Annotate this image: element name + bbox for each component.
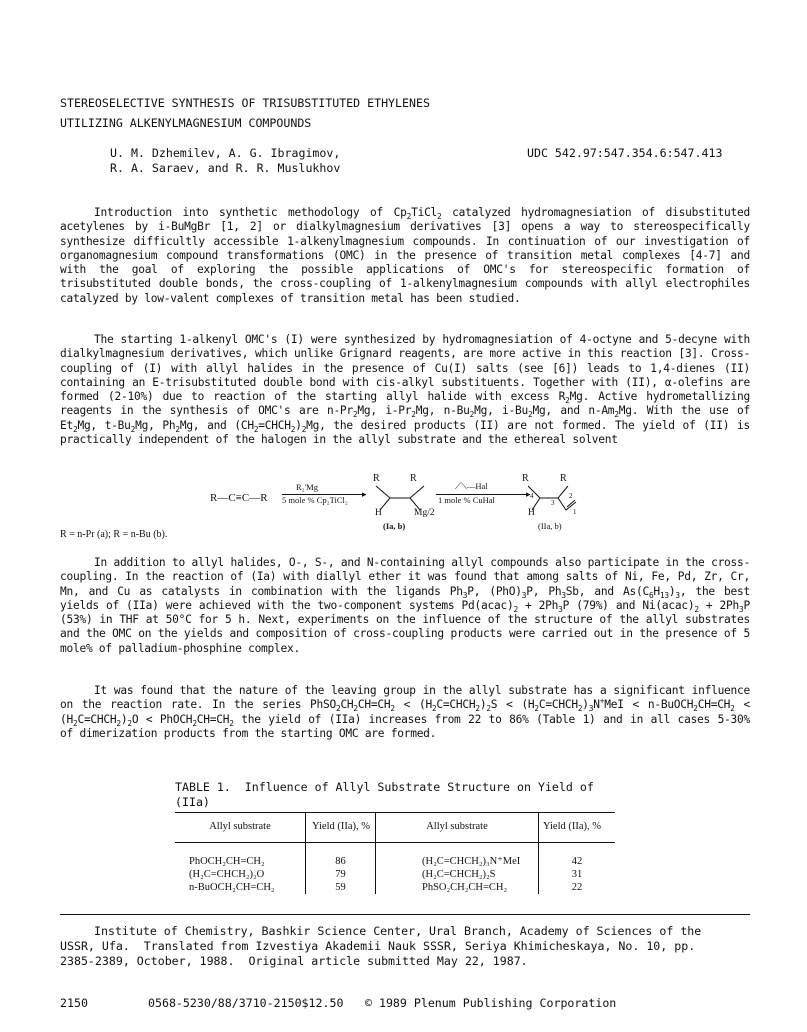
- footnote-line-2: USSR, Ufa. Translated from Izvestiya Akademii Nauk SSSR, Seriya Khimicheskaya, No. 10, pp.: [60, 939, 696, 953]
- table-cell-yield: 42: [571, 855, 583, 867]
- scheme-locant-1: 1: [573, 508, 577, 516]
- copyright-notice: © 1989 Plenum Publishing Corporation: [365, 996, 617, 1010]
- table-row: [175, 854, 615, 868]
- scheme-arrow2-top: ⟋⟍—Hal: [455, 481, 488, 491]
- article-title-line-1: STEREOSELECTIVE SYNTHESIS OF TRISUBSTITUTED ETHYLENES: [60, 96, 430, 110]
- table-cell-substrate: PhOCH₂CH=CH₂: [175, 854, 306, 868]
- article-title-line-2: UTILIZING ALKENYLMAGNESIUM COMPOUNDS: [60, 116, 312, 130]
- table-header-substrate-2: Allyl substrate: [376, 812, 539, 842]
- scheme-int-r-left: R: [373, 473, 380, 484]
- table-caption-line-2: (IIa): [175, 795, 210, 809]
- table-header-row: [175, 812, 615, 842]
- paragraph-cross-coupling: In addition to allyl halides, O-, S-, and N-containing allyl compounds also participate in the cross-coupling. In the reaction of (Ia) with diallyl ether it was found that among salts of Ni, Fe, Pd, Zr, Cr, Mn, and Cu as catalysts in combination with the ligands $Ph_3P$, $(PhO)_3P$, $Ph_3Sb$, and $As(C_6H_{13})_3$, the best yields of (IIa) were achieved with the two-component systems $Pd(acac)_2 + 2Ph_3P$ (79%) and $Ni(acac)_2 + 2Ph_3P$ (53%) in THF at 50°C for 5 h. Next, experiments on the influence of the structure of the allyl substrates and the OMC on the yields and composition of cross-coupling products were carried out in the presence of 5 mole% of palladium-phosphine complex.: [60, 556, 751, 655]
- scheme-locant-2: 2: [569, 492, 573, 500]
- article-code: 0568-5230/88/3710-2150$12.50: [148, 996, 344, 1010]
- scheme-prod-r-right: R: [560, 473, 567, 484]
- scheme-arrow2-head: ▸: [526, 489, 531, 499]
- table-cell-yield: 86: [306, 854, 376, 868]
- paragraph-leaving-group: It was found that the nature of the leaving group in the allyl substrate has a significant influence on the reaction rate. In the series $PhSO_2CH_2CH=CH_2$ < $(H_2C=CHCH_2)_2S$ < $(H_2C=CHCH_2)_3N^+MeI$ < $n-BuOCH_2CH=CH_2$ < $(H_2C=CHCH_2)_2O$ < $PhOCH_2CH=CH_2$ the yield of (IIa) increases from 22 to 86% (Table 1) and in all cases 5-30% of dimerization products from the starting OMC are formed.: [60, 684, 750, 740]
- scheme-int-h: H: [375, 508, 382, 518]
- scheme-locant-3: 3: [551, 499, 555, 507]
- table-cell-substrate: (H₂C=CHCH₂)₂O: [175, 868, 306, 881]
- scheme-prod-r-left: R: [522, 473, 529, 484]
- table-cell-yield: 79: [306, 868, 376, 881]
- table-cell-substrate: (H₂C=CHCH₂)₂S: [376, 868, 539, 881]
- scheme-int-label: (Ia, b): [383, 521, 406, 531]
- scheme-prod-h: H: [528, 508, 535, 518]
- table-1: [175, 812, 615, 894]
- table-top-rule: [175, 812, 615, 813]
- table-header-yield-1: Yield (IIa), %: [306, 812, 376, 842]
- table-row: [175, 881, 615, 894]
- scheme-arrow2-bottom: 1 mole % CuHal: [438, 495, 495, 505]
- scheme-alkyne: R—C≡C—R: [210, 492, 268, 504]
- scheme-arrow1-head: ▸: [362, 489, 367, 499]
- reaction-scheme: [60, 470, 750, 540]
- table-cell-substrate: PhSO₂CH₂CH=CH₂: [376, 881, 539, 894]
- footnote-line-1: Institute of Chemistry, Bashkir Science Center, Ural Branch, Academy of Sciences of the: [94, 924, 702, 938]
- scheme-locant-4: 4: [530, 492, 534, 500]
- scheme-int-mg: Mg/2: [414, 508, 435, 518]
- scheme-arrow1-top: R₂'Mg: [296, 482, 318, 492]
- footnote-line-3: 2385-2389, October, 1988. Original article submitted May 22, 1987.: [60, 954, 528, 968]
- table-cell-yield: 22: [571, 882, 583, 893]
- table-cell-substrate: (H₂C=CHCH₂)₃N⁺MeI: [376, 854, 539, 868]
- table-cell-yield: 31: [571, 869, 583, 880]
- scheme-prod-label: (IIa, b): [538, 521, 562, 531]
- paragraph-starting-omc: The starting 1-alkenyl OMC's (I) were synthesized by hydromagnesiation of 4-octyne and 5-decyne with dialkylmagnesium derivatives, which unlike Grignard reagents, are more active in this reaction [3]. Cross-coupling of (I) with allyl halides in the presence of Cu(I) salts (see [6]) leads to 1,4-dienes (II) containing an E-trisubstituted double bond with cis-alkyl substituents. Together with (II), α-olefins are formed (2-10%) due to reaction of the starting allyl halide with excess $R_2Mg$. Active hydrometallizing reagents in the synthesis of OMC's are $n-Pr_2Mg$, $i-Pr_2Mg$, $n-Bu_2Mg$, $i-Bu_2Mg$, and $n-Am_2Mg$. With the use of $Et_2Mg$, $t-Bu_2Mg$, $Ph_2Mg$, and $(CH_2=CHCH_2)_2Mg$, the desired products (II) are not formed. The yield of (II) is practically independent of the halogen in the allyl substrate and the ethereal solvent: [60, 333, 751, 447]
- scheme-substituent-legend: R = n-Pr (a); R = n-Bu (b).: [60, 529, 168, 540]
- udc-code: UDC 542.97:547.354.6:547.413: [527, 146, 723, 160]
- page-number: 2150: [60, 996, 88, 1010]
- footnote-rule: [60, 914, 750, 915]
- table-cell-yield: 59: [306, 881, 376, 894]
- table-caption-line-1: TABLE 1. Influence of Allyl Substrate Structure on Yield of: [175, 780, 594, 794]
- scheme-arrow1-bottom: 5 mole % Cp₂TiCl₂: [282, 495, 348, 505]
- scheme-int-r-right: R: [410, 473, 417, 484]
- table-header-yield-2: Yield (IIa), %: [543, 821, 602, 833]
- table-cell-substrate: n-BuOCH₂CH=CH₂: [175, 881, 306, 894]
- table-header-substrate-1: Allyl substrate: [175, 812, 306, 842]
- authors-line-1: U. M. Dzhemilev, A. G. Ibragimov,: [110, 146, 341, 160]
- paragraph-introduction: Introduction into synthetic methodology of $Cp_2TiCl_2$ catalyzed hydromagnesiation of disubstituted acetylenes by i-BuMgBr [1, 2] or dialkylmagnesium derivatives [3] opens a way to stereospecifically synthesize difficultly accessible 1-alkenylmagnesium compounds. In continuation of our investigation of organomagnesium compound transformations (OMC) in the presence of transition metal complexes [4-7] and with the goal of exploring the possible applications of OMC's for stereospecific formation of trisubstituted double bonds, the cross-coupling of 1-alkenylmagnesium compounds with allyl electrophiles catalyzed by low-valent complexes of transition metal has been studied.: [60, 206, 750, 305]
- table-row: [175, 868, 615, 881]
- authors-line-2: R. A. Saraev, and R. R. Muslukhov: [110, 161, 341, 175]
